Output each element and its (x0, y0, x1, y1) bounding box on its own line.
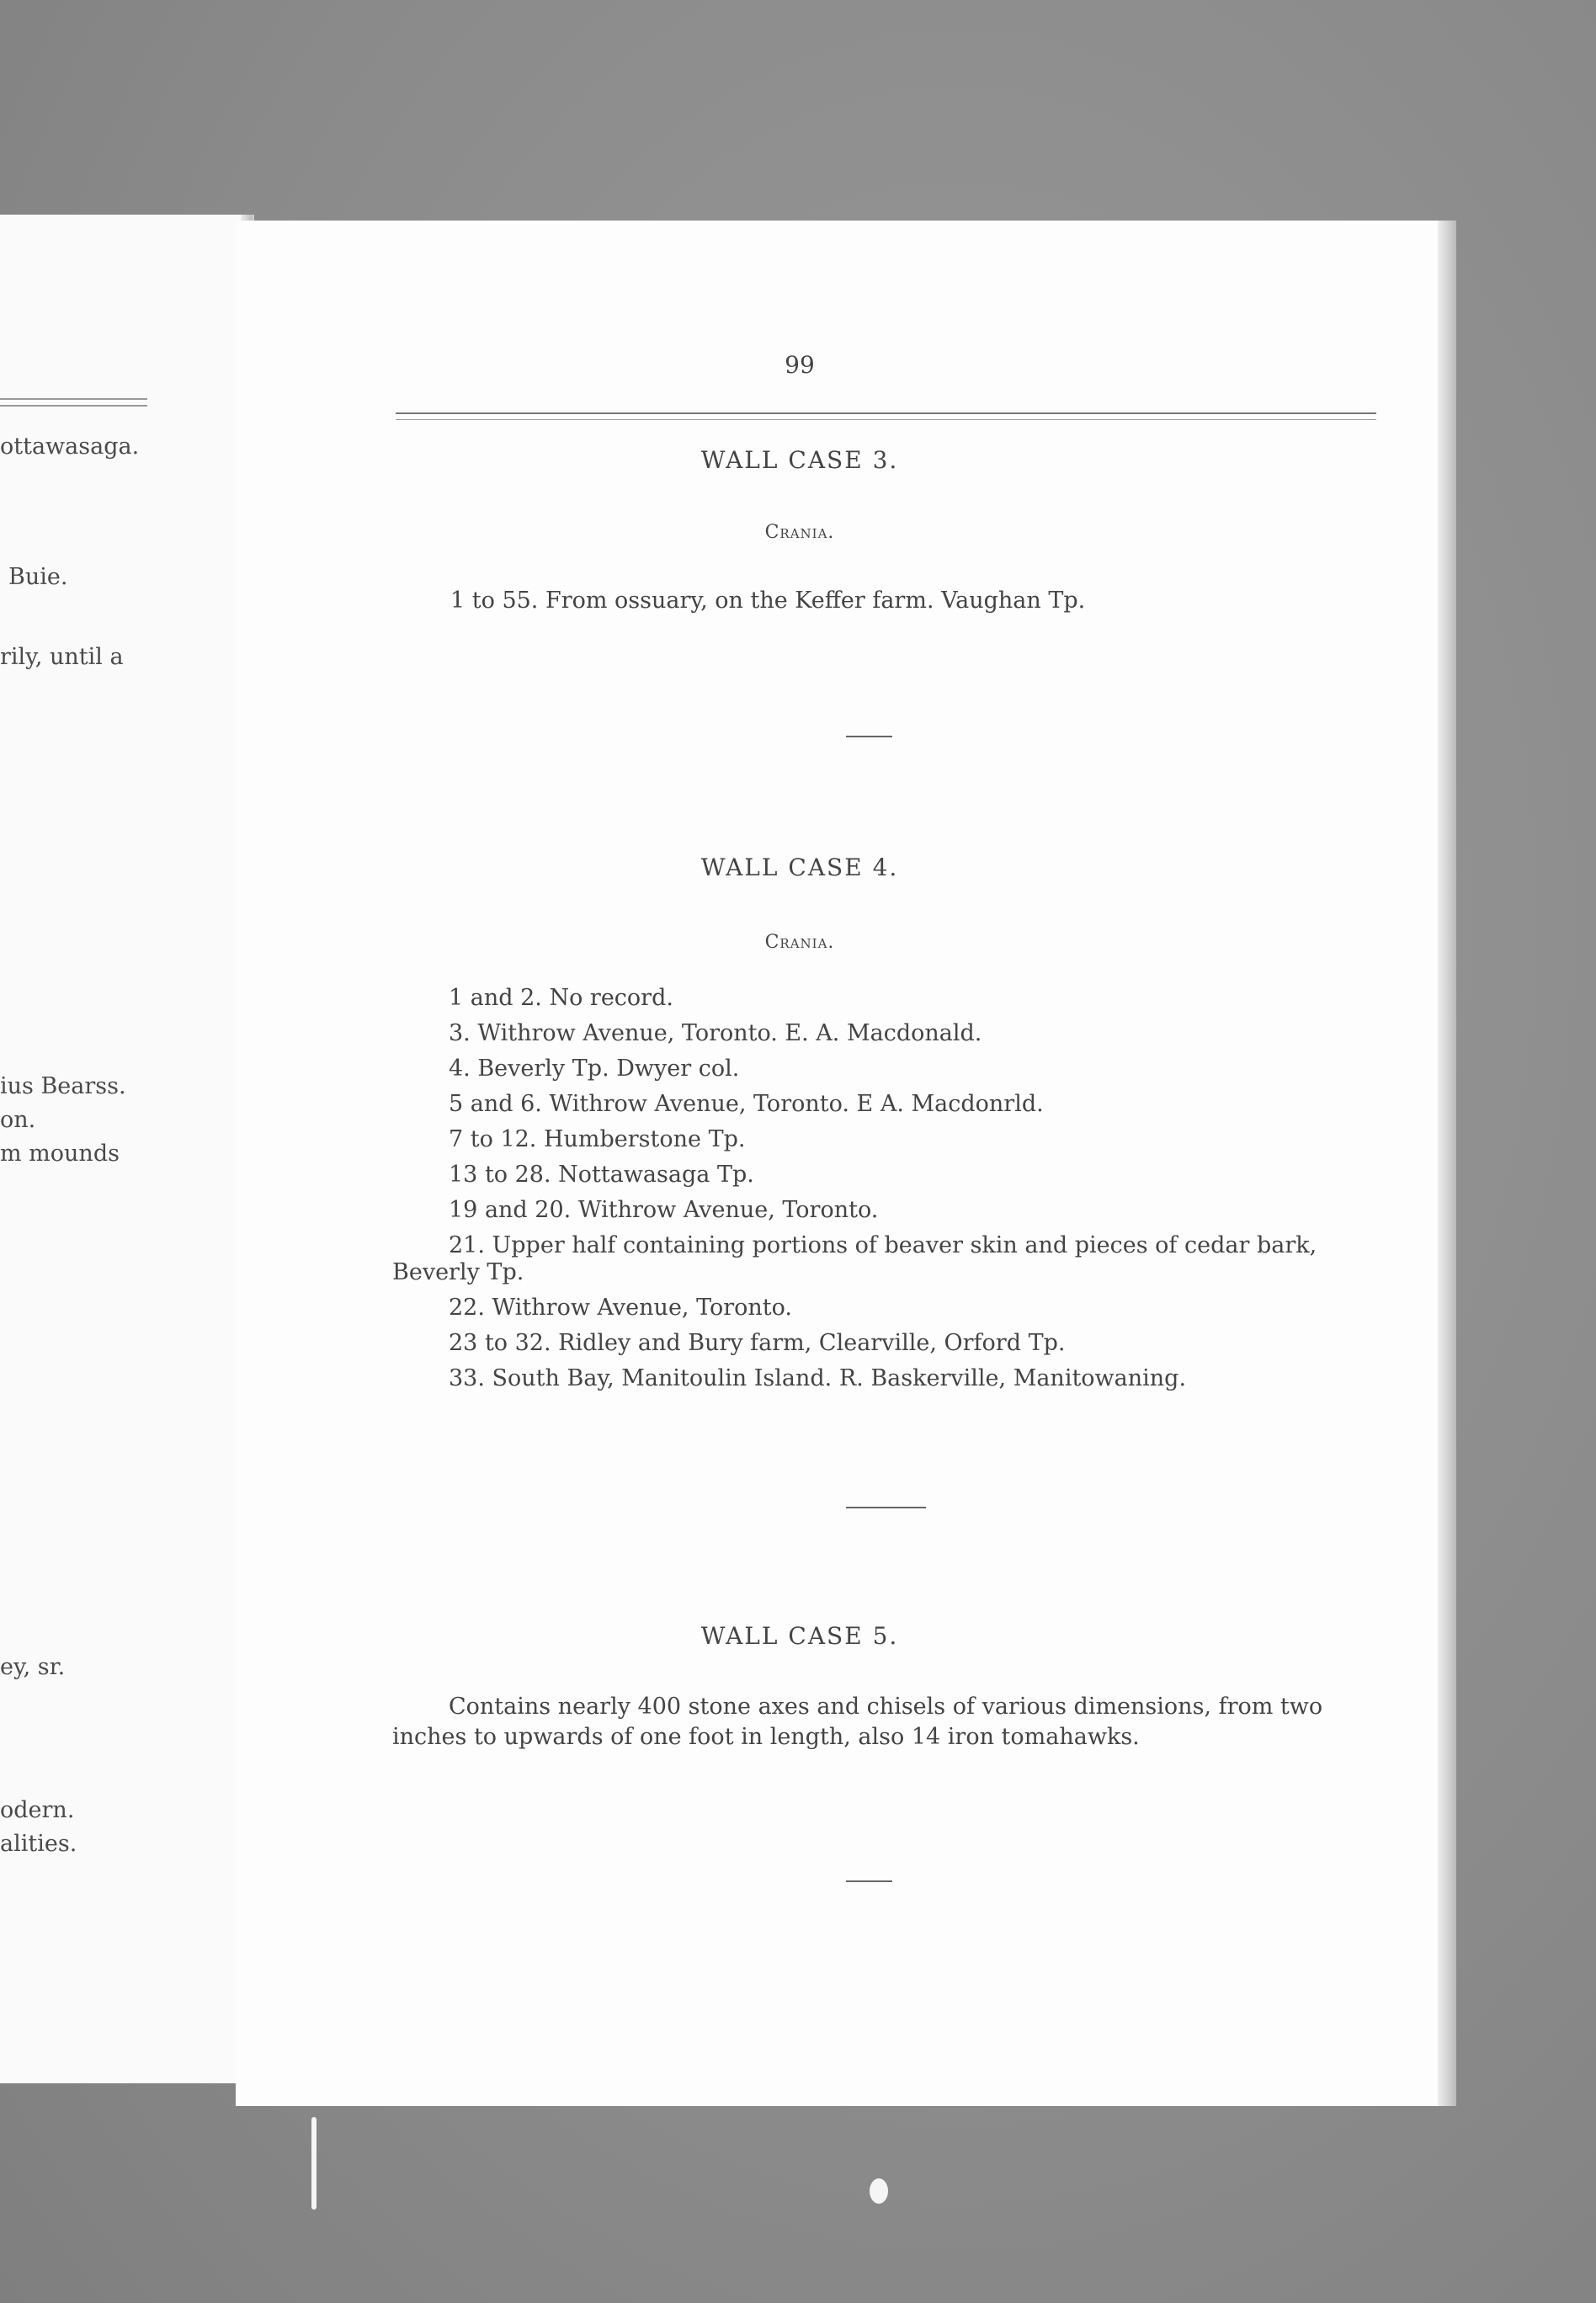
section-divider (846, 1880, 892, 1882)
wall-case-4-entry: 7 to 12. Humberstone Tp. (449, 1126, 746, 1152)
left-fragment: m mounds (0, 1141, 120, 1167)
left-fragment: ottawasaga. (0, 433, 140, 460)
left-page-rule (0, 398, 147, 400)
wall-case-3-heading: WALL CASE 3. (700, 446, 899, 474)
wall-case-4-entry: 3. Withrow Avenue, Toronto. E. A. Macdonald. (449, 1020, 982, 1046)
wall-case-5-heading: WALL CASE 5. (700, 1622, 899, 1650)
scan-speck (870, 2178, 888, 2204)
page-number: 99 (785, 351, 815, 379)
section-divider (846, 1507, 926, 1508)
wall-case-4-entry-continuation: Beverly Tp. (392, 1259, 524, 1285)
left-fragment: on. (0, 1107, 36, 1133)
wall-case-4-entry: 5 and 6. Withrow Avenue, Toronto. E A. Macdonrld. (449, 1091, 1044, 1117)
wall-case-4-entry: 22. Withrow Avenue, Toronto. (449, 1295, 793, 1321)
wall-case-5-text-line: Contains nearly 400 stone axes and chisels of various dimensions, from two (449, 1694, 1323, 1720)
left-facing-page (0, 215, 253, 2083)
wall-case-4-entry: 13 to 28. Nottawasaga Tp. (449, 1162, 754, 1188)
wall-case-4-entry: 1 and 2. No record. (449, 985, 673, 1011)
wall-case-4-entry: 4. Beverly Tp. Dwyer col. (449, 1056, 740, 1082)
wall-case-3-subheading: Crania. (764, 522, 835, 543)
wall-case-4-heading: WALL CASE 4. (700, 854, 899, 881)
section-divider (846, 736, 892, 737)
header-double-rule (396, 412, 1376, 420)
wall-case-3-entry: 1 to 55. From ossuary, on the Keffer farm. Vaughan Tp. (450, 588, 1086, 614)
wall-case-5-text-line: inches to upwards of one foot in length, also 14 iron tomahawks. (392, 1724, 1140, 1750)
wall-case-4-entry: 33. South Bay, Manitoulin Island. R. Baskerville, Manitowaning. (449, 1365, 1187, 1391)
wall-case-4-entry: 23 to 32. Ridley and Bury farm, Clearville, Orford Tp. (449, 1330, 1066, 1356)
left-fragment: odern. (0, 1797, 75, 1823)
page-99 (236, 221, 1456, 2106)
left-fragment: Buie. (8, 564, 68, 590)
wall-case-4-entry: 21. Upper half containing portions of beaver skin and pieces of cedar bark, (449, 1232, 1317, 1258)
page-edge (1438, 221, 1456, 2106)
scan-speck (311, 2117, 317, 2210)
left-fragment: ius Bearss. (0, 1073, 126, 1099)
left-fragment: alities. (0, 1831, 77, 1857)
left-fragment: rily, until a (0, 644, 124, 670)
left-page-rule (0, 405, 147, 407)
wall-case-4-entry: 19 and 20. Withrow Avenue, Toronto. (449, 1197, 879, 1223)
wall-case-4-subheading: Crania. (764, 932, 835, 953)
left-fragment: ey, sr. (0, 1654, 66, 1680)
